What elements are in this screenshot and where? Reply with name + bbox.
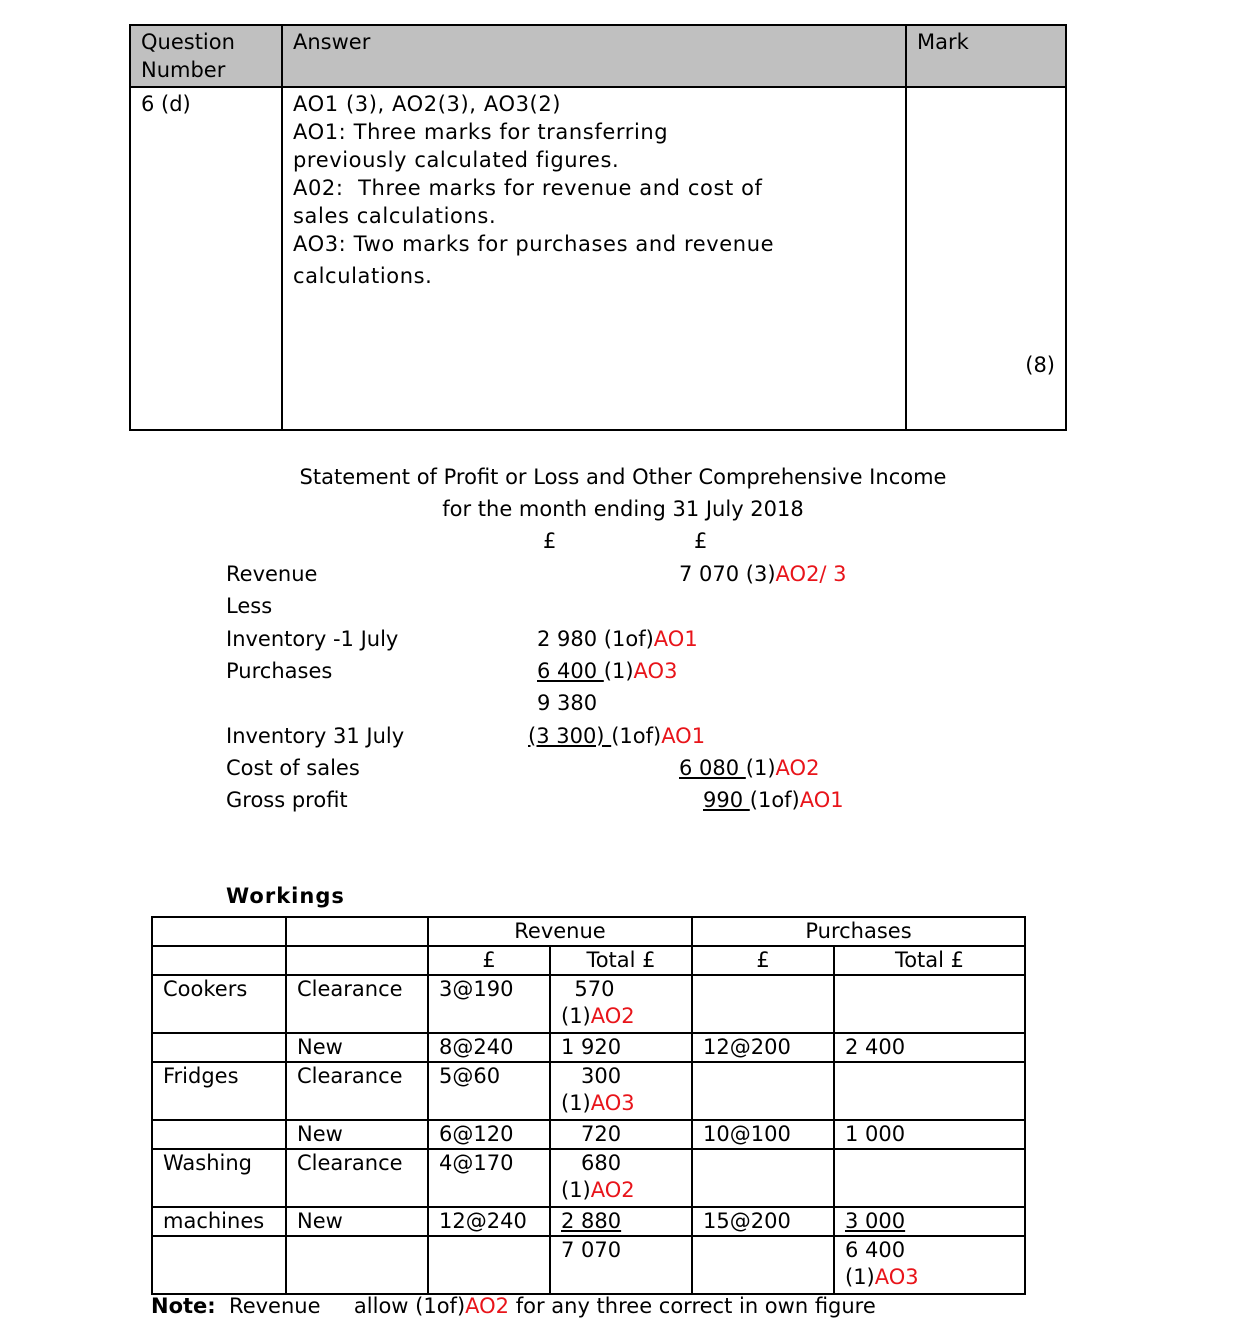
assessment-objective: AO1 [653, 626, 698, 651]
statement-row-value [679, 562, 847, 586]
purchases-unit-cell [692, 1062, 834, 1120]
assessment-objective: AO3 [633, 658, 678, 683]
mark-count: (1) [561, 1091, 591, 1115]
mark-count: (1of) [611, 723, 662, 748]
type-cell: New [286, 1033, 428, 1062]
purchases-total-cell [834, 975, 1025, 1033]
amount: 2 980 [537, 626, 598, 651]
purchases-total-cell [834, 1120, 1025, 1149]
header-mark: Mark [906, 25, 1066, 87]
statement-row-label: Cost of sales [226, 755, 360, 780]
workings-row [152, 1033, 1025, 1062]
purchases-unit-cell [692, 1149, 834, 1207]
mark-count: (1) [561, 1004, 591, 1028]
amount: 7 070 [679, 562, 740, 586]
answer-line: AO3: Two marks for purchases and revenue [293, 232, 775, 256]
item-cell [152, 1236, 286, 1294]
amount: 6 080 [679, 755, 746, 780]
revenue-unit-cell: 6@120 [428, 1120, 550, 1149]
mark-count: (1) [603, 658, 634, 683]
assessment-objective: AO2 [775, 755, 820, 780]
workings-row [152, 1236, 1025, 1294]
amount: 3 000 [845, 1209, 906, 1233]
amount: (3 300) [528, 723, 612, 748]
mark-count: (3) [739, 562, 776, 586]
answer-line: previously calculated figures. [293, 148, 620, 172]
workings-note [151, 1294, 876, 1318]
amount: 7 070 [561, 1238, 622, 1262]
statement-row-value [537, 627, 698, 651]
purchases-total-cell [834, 1149, 1025, 1207]
type-cell: New [286, 1120, 428, 1149]
answer-line: calculations. [293, 264, 433, 288]
empty-cell [152, 917, 286, 946]
answer-line: AO1: Three marks for transferring [293, 120, 669, 144]
amount: 300 [561, 1064, 622, 1088]
revenue-total-cell [550, 1120, 692, 1149]
answer-line: sales calculations. [293, 204, 497, 228]
col2-currency-header: £ [694, 529, 708, 553]
purchases-unit-cell: 12@200 [692, 1033, 834, 1062]
item-cell: Washing [152, 1149, 286, 1207]
type-cell: Clearance [286, 975, 428, 1033]
assessment-objective: AO3 [590, 1091, 635, 1115]
statement-row-value [537, 659, 677, 683]
purchases-unit-cell: 15@200 [692, 1207, 834, 1236]
mark-count: (1) [845, 1265, 875, 1289]
amount: 990 [703, 788, 750, 813]
statement-row-label: Inventory 31 July [226, 723, 405, 748]
revenue-total-cell [550, 1149, 692, 1207]
sub-header: Total £ [834, 946, 1025, 975]
statement-row-value [703, 788, 844, 812]
item-cell: Fridges [152, 1062, 286, 1120]
statement-row-value [679, 756, 819, 780]
empty-cell [286, 917, 428, 946]
header-answer: Answer [282, 25, 906, 87]
purchases-unit-cell: 10@100 [692, 1120, 834, 1149]
purchases-total-cell [834, 1033, 1025, 1062]
revenue-total-cell [550, 975, 692, 1033]
note-mark: (1of) [415, 1294, 466, 1318]
amount: 570 [561, 977, 615, 1001]
revenue-unit-cell: 5@60 [428, 1062, 550, 1120]
workings-table [151, 916, 1026, 1295]
statement-row-label: Inventory -1 July [226, 626, 399, 651]
amount: 6 400 [845, 1238, 906, 1262]
purchases-total-cell [834, 1062, 1025, 1120]
assessment-objective: AO1 [661, 723, 706, 748]
amount: 9 380 [537, 691, 598, 716]
mark-count: (1of) [597, 626, 654, 651]
assessment-objective: AO2 [590, 1004, 635, 1028]
assessment-objective: AO2 [590, 1178, 635, 1202]
amount: 2 880 [561, 1209, 622, 1233]
note-text: allow [353, 1294, 416, 1318]
revenue-unit-cell [428, 1236, 550, 1294]
statement-row-label: Revenue [226, 562, 318, 586]
purchases-group-header: Purchases [692, 917, 1025, 946]
sub-header: Total £ [550, 946, 692, 975]
total-mark: (8) [1025, 353, 1055, 377]
workings-row [152, 1120, 1025, 1149]
workings-title: Workings [226, 884, 345, 908]
statement-row-label: Purchases [226, 658, 333, 683]
assessment-objective: AO3 [874, 1265, 919, 1289]
mark-cell [906, 87, 1066, 430]
item-cell [152, 1033, 286, 1062]
statement-row-label: Less [226, 594, 273, 619]
sub-header: £ [692, 946, 834, 975]
revenue-total-cell [550, 1236, 692, 1294]
type-cell: Clearance [286, 1062, 428, 1120]
purchases-unit-cell [692, 1236, 834, 1294]
question-number: 6 (d) [130, 87, 282, 430]
amount: 1 920 [561, 1035, 622, 1059]
amount: 720 [561, 1122, 622, 1146]
purchases-total-cell [834, 1207, 1025, 1236]
revenue-unit-cell: 8@240 [428, 1033, 550, 1062]
statement-row-label: Gross profit [226, 788, 348, 813]
revenue-unit-cell: 4@170 [428, 1149, 550, 1207]
statement-subtitle: for the month ending 31 July 2018 [442, 497, 804, 521]
mark-scheme-table [129, 24, 1067, 431]
purchases-total-cell [834, 1236, 1025, 1294]
type-cell [286, 1236, 428, 1294]
statement-row-value [537, 691, 597, 715]
revenue-group-header: Revenue [428, 917, 692, 946]
item-cell [152, 1120, 286, 1149]
mark-count: (1of) [749, 788, 800, 813]
empty-cell [152, 946, 286, 975]
revenue-unit-cell: 3@190 [428, 975, 550, 1033]
amount: 6 400 [537, 658, 604, 683]
item-cell: machines [152, 1207, 286, 1236]
answer-text [282, 87, 906, 430]
workings-row [152, 1062, 1025, 1120]
answer-line: AO1 (3), AO2(3), AO3(2) [293, 92, 562, 116]
mark-count: (1) [745, 755, 776, 780]
assessment-objective: AO2/ 3 [775, 562, 847, 586]
sub-header: £ [428, 946, 550, 975]
col1-currency-header: £ [543, 529, 557, 553]
revenue-total-cell [550, 1207, 692, 1236]
amount: 2 400 [845, 1035, 906, 1059]
answer-line: A02: Three marks for revenue and cost of [293, 176, 763, 200]
workings-row [152, 1207, 1025, 1236]
revenue-unit-cell: 12@240 [428, 1207, 550, 1236]
header-question-number: Question Number [130, 25, 282, 87]
note-label: Note: [151, 1294, 216, 1318]
assessment-objective: AO1 [799, 788, 844, 813]
type-cell: Clearance [286, 1149, 428, 1207]
mark-count: (1) [561, 1178, 591, 1202]
note-ao: AO2 [465, 1294, 510, 1318]
revenue-total-cell [550, 1062, 692, 1120]
note-text: for any three correct in own figure [509, 1294, 876, 1318]
workings-row [152, 1149, 1025, 1207]
note-subject: Revenue [229, 1294, 321, 1318]
amount: 680 [561, 1151, 622, 1175]
empty-cell [286, 946, 428, 975]
type-cell: New [286, 1207, 428, 1236]
statement-row-value [528, 724, 705, 748]
amount: 1 000 [845, 1122, 906, 1146]
workings-row [152, 975, 1025, 1033]
revenue-total-cell [550, 1033, 692, 1062]
purchases-unit-cell [692, 975, 834, 1033]
item-cell: Cookers [152, 975, 286, 1033]
statement-title: Statement of Profit or Loss and Other Comprehensive Income [299, 465, 947, 489]
